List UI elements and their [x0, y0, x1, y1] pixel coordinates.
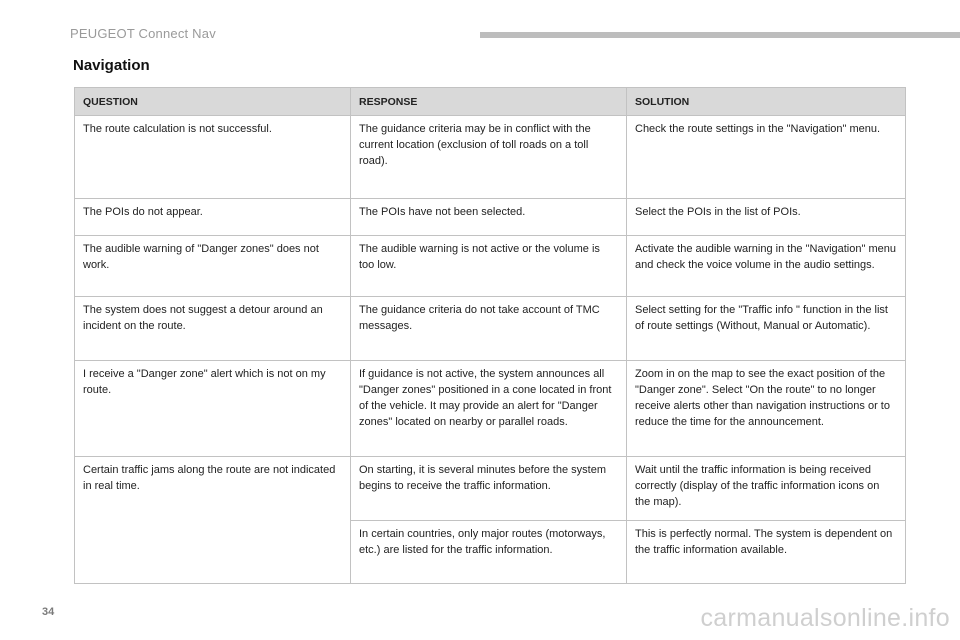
response-cell: In certain countries, only major routes (motorways, etc.) are listed for the traffic information.	[351, 521, 627, 584]
watermark: carmanualsonline.info	[700, 604, 950, 632]
table-row	[75, 457, 906, 521]
solution-cell: Wait until the traffic information is being received correctly (display of the traffic information icons on the map).	[627, 457, 906, 521]
document-brand-header: PEUGEOT Connect Nav	[70, 26, 216, 41]
header-divider-bar	[480, 32, 960, 38]
page-number: 34	[42, 606, 55, 618]
question-cell: The route calculation is not successful.	[75, 116, 351, 199]
table-row	[75, 116, 906, 199]
response-cell: The guidance criteria do not take account of TMC messages.	[351, 297, 627, 361]
question-cell: The audible warning of "Danger zones" does not work.	[75, 236, 351, 297]
solution-cell: Select the POIs in the list of POIs.	[627, 199, 906, 236]
response-cell: If guidance is not active, the system announces all "Danger zones" positioned in a cone located in front of the vehicle. It may provide an alert for "Danger zones" located on nearby or parallel roads.	[351, 361, 627, 457]
column-header-question: QUESTION	[75, 88, 351, 116]
solution-cell: Check the route settings in the "Navigation" menu.	[627, 116, 906, 199]
question-cell: The POIs do not appear.	[75, 199, 351, 236]
column-header-solution: SOLUTION	[627, 88, 906, 116]
table-row	[75, 236, 906, 297]
solution-cell: Zoom in on the map to see the exact position of the "Danger zone". Select "On the route" to no longer receive alerts other than navigation instructions or to reduce the time for the announcement.	[627, 361, 906, 457]
question-cell	[75, 521, 351, 584]
solution-cell: Activate the audible warning in the "Navigation" menu and check the voice volume in the audio settings.	[627, 236, 906, 297]
response-cell: The POIs have not been selected.	[351, 199, 627, 236]
response-cell: On starting, it is several minutes before the system begins to receive the traffic information.	[351, 457, 627, 521]
response-cell: The audible warning is not active or the volume is too low.	[351, 236, 627, 297]
troubleshooting-table	[74, 87, 906, 584]
question-cell: I receive a "Danger zone" alert which is not on my route.	[75, 361, 351, 457]
column-header-response: RESPONSE	[351, 88, 627, 116]
table-header-row	[75, 88, 906, 116]
solution-cell: This is perfectly normal. The system is dependent on the traffic information available.	[627, 521, 906, 584]
table-row	[75, 361, 906, 457]
table-row	[75, 199, 906, 236]
table-row	[75, 521, 906, 584]
response-cell: The guidance criteria may be in conflict with the current location (exclusion of toll roads on a toll road).	[351, 116, 627, 199]
section-title: Navigation	[73, 57, 150, 74]
question-cell: The system does not suggest a detour around an incident on the route.	[75, 297, 351, 361]
question-cell: Certain traffic jams along the route are not indicated in real time.	[75, 457, 351, 521]
table-row	[75, 297, 906, 361]
solution-cell: Select setting for the "Traffic info " function in the list of route settings (Without, Manual or Automatic).	[627, 297, 906, 361]
